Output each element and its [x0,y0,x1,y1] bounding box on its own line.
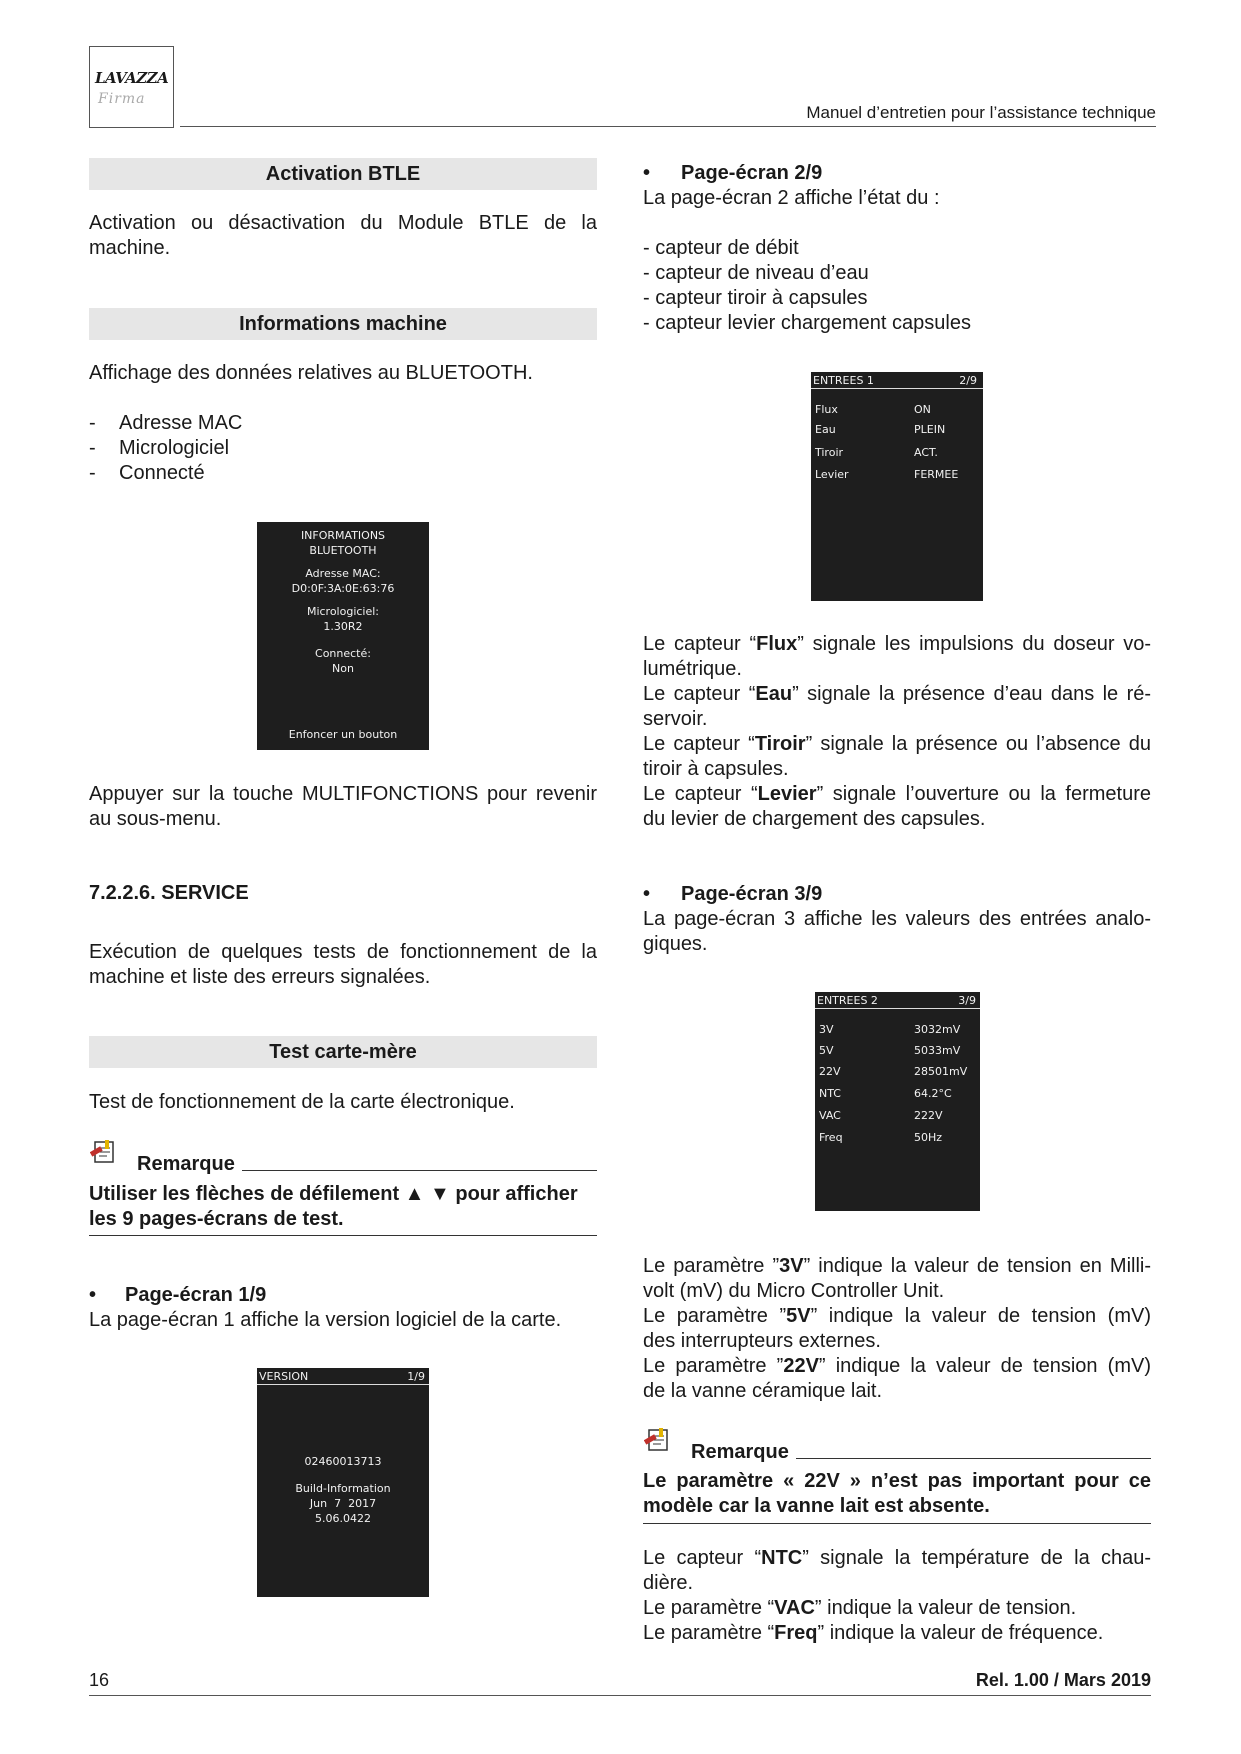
multifunction-text: Appuyer sur la touche MULTIFONCTIONS pour revenir au sous-menu. [89,783,597,830]
row-value: PLEIN [914,423,946,436]
header-title: Manuel d’entretien pour l’assistance technique [806,103,1156,122]
page2-list [643,236,971,336]
row-label: 3V [819,1023,834,1036]
mac-label: Adresse MAC: [305,567,381,580]
screen-header [811,372,983,389]
btle-description: Activation ou désactivation du Module BTLE de la machine. [89,212,597,259]
firmware-label: Micrologiciel: [306,605,380,618]
page1-description: La page-écran 1 affiche la version logiciel de la carte. [89,1309,562,1331]
note-icon [644,1428,672,1452]
info-description: Affichage des données relatives au BLUETOOTH. [89,362,533,384]
remark-text: Le paramètre « 22V » n’est pas important pour ce modèle car la vanne lait est absente. [643,1470,1151,1517]
page2-bullet: • Page-écran 2/9 [643,162,823,184]
inputs1-screen [811,372,983,601]
list-item: - capteur tiroir à capsules [643,287,868,309]
row-value: 222V [914,1109,943,1122]
logo-subbrand: Firma [98,91,146,107]
release-info: Rel. 1.00 / Mars 2019 [975,1670,1151,1690]
row-label: 22V [819,1065,841,1078]
row-value: 5033mV [914,1044,961,1057]
screen-footer: Enfoncer un bouton [288,728,398,741]
remark-rule-bottom [89,1235,597,1236]
screen-page: 1/9 [407,1370,425,1383]
remark-label: Remarque [691,1441,789,1463]
version-screen [257,1368,429,1597]
remark-text: Utiliser les flèches de défilement ▲ ▼ pour afficher les 9 pages-écrans de test. [89,1183,578,1230]
test-description: Test de fonctionnement de la carte électronique. [89,1091,515,1113]
row-value: 28501mV [914,1065,968,1078]
row-label: NTC [819,1087,841,1100]
screen-title: ENTREES 2 [817,994,878,1007]
page-number: 16 [89,1670,110,1690]
note-icon [90,1140,118,1164]
screen-title: BLUETOOTH [309,544,377,557]
row-value: 64.2°C [914,1087,952,1100]
page2-intro: La page-écran 2 affiche l’état du : [643,187,940,209]
list-item: - Connecté [89,462,205,484]
header-rule [180,126,1156,127]
row-label: VAC [819,1109,841,1122]
screen-title: VERSION [259,1370,309,1383]
build-date: Jun 7 2017 [309,1497,377,1510]
row-label: Flux [815,403,838,416]
remark-rule-bottom [643,1523,1151,1524]
section-bar-test: Test carte-mère [89,1036,597,1068]
remark-rule [242,1170,597,1171]
row-value: 50Hz [914,1131,943,1144]
screen-header [815,992,980,1009]
row-label: Eau [815,423,836,436]
build-version: 5.06.0422 [315,1512,371,1525]
section-bar-info: Informations machine [89,308,597,340]
connected-label: Connecté: [315,647,371,660]
list-item: - Micrologiciel [89,437,230,459]
section-bar-btle: Activation BTLE [89,158,597,190]
list-item: - capteur levier chargement capsules [643,312,971,334]
lavazza-logo [89,46,174,128]
firmware-value: 1.30R2 [323,620,363,633]
list-item: - capteur de niveau d’eau [643,262,869,284]
page3-description: La page-écran 3 affiche les valeurs des entrées analo- giques. [643,908,1151,955]
row-value: ACT. [914,446,938,459]
screen-title: INFORMATIONS [300,529,386,542]
row-label: Tiroir [815,446,844,459]
row-label: Levier [815,468,849,481]
footer-rule [89,1695,1151,1696]
remark-label: Remarque [137,1153,235,1175]
serial-code: 02460013713 [304,1455,382,1468]
logo-wordmark: LAVAZZA [95,69,169,87]
page3-bullet: • Page-écran 3/9 [643,883,823,905]
parameter-descriptions: Le paramètre ”3V” indique la valeur de tension en Milli- volt (mV) du Micro Controller Unit. Le paramètre ”5V” indique la valeur de tension (mV) des interrupteurs externes. Le paramètre ”22V” indique la valeur de tension (mV) de la vanne céramique lait. [643,1255,1151,1402]
row-label: 5V [819,1044,834,1057]
row-label: Freq [819,1131,843,1144]
service-heading: 7.2.2.6. SERVICE [89,882,249,904]
remark-rule [796,1458,1151,1459]
build-label: Build-Information [295,1482,391,1495]
info-list [89,411,242,486]
mac-value: D0:0F:3A:0E:63:76 [291,582,395,595]
list-item: - Adresse MAC [89,412,243,434]
page1-bullet: • Page-écran 1/9 [89,1284,267,1306]
inputs2-screen [815,992,980,1211]
list-item: - capteur de débit [643,237,799,259]
row-value: FERMEE [914,468,959,481]
row-value: 3032mV [914,1023,961,1036]
final-descriptions: Le capteur “NTC” signale la température de la chau- dière. Le paramètre “VAC” indique la valeur de tension. Le paramètre “Freq” indique la valeur de fréquence. [643,1547,1152,1644]
screen-page: 2/9 [959,374,977,387]
screen-page: 3/9 [958,994,976,1007]
screen-title: ENTREES 1 [813,374,874,387]
bluetooth-screen [257,522,429,750]
service-description: Exécution de quelques tests de fonctionnement de la machine et liste des erreurs signalées. [89,941,597,988]
sensor-descriptions: Le capteur “Flux” signale les impulsions du doseur vo- lumétrique. Le capteur “Eau” signale la présence d’eau dans le ré- servoir. Le capteur “Tiroir” signale la présence ou l’absence du tiroir à capsules. Le capteur “Levier” signale l’ouverture ou la fermeture du levier de chargement des capsules. [643,633,1152,830]
row-value: ON [914,403,931,416]
connected-value: Non [332,662,354,675]
screen-header [257,1368,429,1385]
